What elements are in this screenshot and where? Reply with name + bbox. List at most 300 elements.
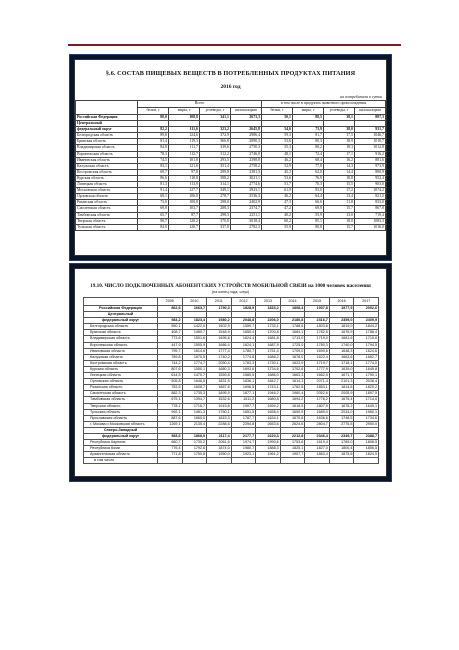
row-label: Российская Федерация	[76, 115, 138, 121]
cell-value: 1622,4	[305, 354, 330, 360]
cell-value: 2048,8	[231, 318, 256, 324]
cell-value: 1827,0	[305, 446, 330, 452]
cell-value: 372,9	[200, 133, 231, 139]
cell-value: 1907,7	[280, 452, 305, 458]
cell-value: 1937,8	[305, 306, 330, 312]
cell-value: 1980,2	[207, 318, 232, 324]
table-row	[76, 224, 386, 230]
cell-value: 1782,6	[305, 330, 330, 336]
cell-value: 1844,2	[354, 324, 379, 330]
cell-value: 69,7	[138, 169, 169, 175]
cell-value: 120,7	[169, 224, 200, 230]
cell-value: 48,1	[262, 151, 293, 157]
cell-value: 1833,2	[256, 306, 281, 312]
cell-value: 337,0	[200, 224, 231, 230]
cell-value: 2349,7	[329, 433, 354, 439]
cell-value: 112,7	[169, 151, 200, 157]
cell-value: 108,8	[169, 115, 200, 121]
year-header: 2011	[207, 298, 232, 306]
cell-value: 55,3	[262, 145, 293, 151]
cell-value: 18,8	[324, 175, 355, 181]
cell-value: 11,8	[324, 200, 355, 206]
cell-value: 862,6	[158, 306, 183, 312]
cell-value: 2900,0	[354, 421, 379, 427]
cell-value: 800,9	[355, 169, 386, 175]
column-header: белки, г	[138, 108, 169, 115]
cell-value: 1663,7	[182, 306, 207, 312]
cell-value: 84,0	[138, 224, 169, 230]
row-label: Тульская область	[76, 224, 138, 230]
cell-value: 1016,0	[355, 224, 386, 230]
row-label: Тамбовская область	[76, 212, 138, 218]
cell-value: 15,5	[324, 182, 355, 188]
cell-value: 1624,4	[231, 336, 256, 342]
cell-value: 103,7	[169, 206, 200, 212]
cell-value: 18,0	[324, 218, 355, 224]
cell-value	[256, 458, 281, 464]
cell-value: 1946,2	[256, 391, 281, 397]
cell-value: 1877,1	[231, 391, 256, 397]
year-header: 2017	[354, 298, 379, 306]
cell-value: 77,8	[293, 163, 324, 169]
cell-value: 1718,1	[329, 360, 354, 366]
cell-value: 298,3	[200, 212, 231, 218]
cell-value: 73,9	[293, 127, 324, 133]
cell-value: 2346,4	[305, 433, 330, 439]
cell-value: 833,0	[355, 200, 386, 206]
cell-value: 1580,5	[231, 373, 256, 379]
row-label: Тульская область	[84, 409, 158, 415]
cell-value: 1803,6	[305, 324, 330, 330]
cell-value: 86,6	[138, 175, 169, 181]
cell-value: 1636,6	[305, 415, 330, 421]
cell-value: 97,0	[169, 169, 200, 175]
cell-value: 82,2	[138, 127, 169, 133]
row-label: Орловская область	[76, 194, 138, 200]
row-label: Костромская область	[84, 360, 158, 366]
cell-value: 17,2	[324, 188, 355, 194]
cell-value: 3018,4	[231, 218, 262, 224]
cell-value: 1867,6	[207, 385, 232, 391]
year-header: 2012	[231, 298, 256, 306]
cell-value: 1634,1	[256, 415, 281, 421]
cell-value: 1651,5	[231, 409, 256, 415]
cell-value: 2052,6	[305, 391, 330, 397]
nutrients-table	[75, 100, 386, 231]
column-header: углеводы, г	[324, 108, 355, 115]
cell-value: 2005,9	[329, 391, 354, 397]
cell-value: 1702,6	[280, 366, 305, 372]
row-label: Архангельская область	[84, 452, 158, 458]
cell-value: 1824,5	[354, 452, 379, 458]
cell-value: 119,3	[169, 139, 200, 145]
cell-value: 771,8	[158, 452, 183, 458]
row-label: Брянская область	[84, 330, 158, 336]
cell-value: 408,7	[158, 330, 183, 336]
cell-value: 339,6	[200, 145, 231, 151]
cell-value: 881,6	[355, 157, 386, 163]
row-label: Ивановская область	[76, 157, 138, 163]
row-label: Белгородская область	[84, 324, 158, 330]
cell-value: 40,2	[262, 212, 293, 218]
row-label: Калужская область	[76, 163, 138, 169]
cell-value: 1619,4	[305, 440, 330, 446]
cell-value: 1815,3	[207, 415, 232, 421]
cell-value: 1650,4	[231, 330, 256, 336]
cell-value: 1616,5	[280, 403, 305, 409]
cell-value: 2359,0	[329, 318, 354, 324]
cell-value: 65,7	[138, 212, 169, 218]
cell-value: 2394,8	[231, 421, 256, 427]
cell-value: 1671,7	[329, 373, 354, 379]
cell-value: 1777,4	[207, 348, 232, 354]
group-header-all: Всего	[138, 101, 262, 108]
cell-value: 2374,7	[231, 206, 262, 212]
cell-value: 83,1	[138, 163, 169, 169]
cell-value: 1559,7	[231, 324, 256, 330]
row-label: Липецкая область	[76, 182, 138, 188]
column-header: жиры, г	[293, 108, 324, 115]
row-label: Центральный	[84, 312, 158, 318]
cell-value: 1083,3	[355, 218, 386, 224]
cell-value: 351,4	[200, 163, 231, 169]
cell-value: 1919,8	[207, 403, 232, 409]
cell-value: 1670,8	[280, 415, 305, 421]
cell-value: 14,3	[324, 163, 355, 169]
cell-value: 51,7	[262, 182, 293, 188]
cell-value: 2536,3	[231, 194, 262, 200]
cell-value: 80,3	[293, 139, 324, 145]
cell-value: 1762,8	[280, 385, 305, 391]
cell-value: 68,4	[293, 157, 324, 163]
cell-value: 53,6	[262, 175, 293, 181]
year-header: 2016	[329, 298, 354, 306]
row-label: федеральный округ	[84, 433, 158, 439]
cell-value: 1730,1	[256, 360, 281, 366]
cell-value: 1470,7	[182, 373, 207, 379]
cell-value: 2034,0	[329, 409, 354, 415]
group-header-animal: в том числе в продуктах животного происхождения	[262, 101, 386, 108]
cell-value: 3021,1	[231, 175, 262, 181]
cell-value: 1790,1	[354, 373, 379, 379]
cell-value: 53,6	[262, 139, 293, 145]
cell-value: 2402,9	[231, 200, 262, 206]
row-label: Владимирская область	[84, 336, 158, 342]
year-header: 2005	[158, 298, 183, 306]
cell-value: 931,7	[355, 127, 386, 133]
cell-value: 916,2	[355, 151, 386, 157]
row-label: Владимирская область	[76, 145, 138, 151]
cell-value: 1713,0	[280, 336, 305, 342]
cell-value: 2804,7	[305, 421, 330, 427]
cell-value: 46,2	[262, 194, 293, 200]
row-label: Орловская область	[84, 379, 158, 385]
cell-value: 124,6	[169, 133, 200, 139]
cell-value: 18,3	[324, 145, 355, 151]
cell-value: 66,0	[293, 200, 324, 206]
cell-value: 2746,0	[231, 151, 262, 157]
cell-value: 113,9	[169, 182, 200, 188]
cell-value: 1662,5	[305, 373, 330, 379]
cell-value: 312,2	[200, 151, 231, 157]
cell-value: 2624,6	[280, 421, 305, 427]
cell-value: 118,8	[169, 175, 200, 181]
year-header: 2015	[305, 298, 330, 306]
cell-value: 1678,2	[329, 403, 354, 409]
table-title: 19.10. ЧИСЛО ПОДКЛЮЧЕННЫХ АБОНЕНТСКИХ УСТРОЙСТВ МОБИЛЬНОЙ СВЯЗИ на 1000 человек населения	[90, 283, 371, 289]
cell-value: 1548,9	[207, 330, 232, 336]
cell-value: 783,5	[158, 385, 183, 391]
cell-value: 1980,7	[231, 446, 256, 452]
row-label: Курская область	[84, 366, 158, 372]
cell-value: 1831,5	[207, 379, 232, 385]
cell-value: 983,6	[158, 433, 183, 439]
cell-value: 1624,6	[354, 348, 379, 354]
cell-value: 1863,4	[305, 452, 330, 458]
cell-value: 719,4	[355, 212, 386, 218]
cell-value: 1422,0	[182, 324, 207, 330]
cell-value: 1836,1	[231, 379, 256, 385]
cell-value: 83,0	[293, 188, 324, 194]
cell-value: 2002,6	[354, 306, 379, 312]
cell-value: 2775,5	[329, 421, 354, 427]
cell-value: 675,1	[158, 397, 183, 403]
cell-value	[182, 458, 207, 464]
cell-value: 293,5	[200, 157, 231, 163]
cell-value: 17,5	[324, 133, 355, 139]
cell-value: 1532,6	[207, 397, 232, 403]
row-label: федеральный округ	[84, 318, 158, 324]
cell-value: 1505,9	[182, 342, 207, 348]
cell-value: 1774,7	[182, 360, 207, 366]
cell-value: 773,6	[158, 336, 183, 342]
cell-value: 38,1	[324, 115, 355, 121]
cell-value: 1753,6	[280, 440, 305, 446]
cell-value: 2758,2	[231, 163, 262, 169]
cell-value: 80,0	[138, 115, 169, 121]
cell-value: 76,9	[293, 175, 324, 181]
cell-value: 1614,3	[280, 379, 305, 385]
cell-value: 1808,4	[280, 306, 305, 312]
cell-value: 2038,4	[354, 379, 379, 385]
cell-value: 1751,4	[256, 348, 281, 354]
cell-value: 70,3	[293, 182, 324, 188]
row-label: Рязанская область	[84, 385, 158, 391]
cell-value: 1853,1	[305, 385, 330, 391]
cell-value: 46,2	[262, 157, 293, 163]
row-label: Северо-Западный	[84, 427, 158, 433]
cell-value: 69,1	[138, 194, 169, 200]
cell-value: 47,3	[262, 200, 293, 206]
cell-value: 1743,1	[256, 385, 281, 391]
cell-value: 1794,5	[354, 342, 379, 348]
row-header-blank	[84, 298, 158, 306]
cell-value: 807,6	[158, 366, 183, 372]
cell-value: 447,9	[158, 342, 183, 348]
year-header: 2014	[280, 298, 305, 306]
cell-value: 778,1	[158, 403, 183, 409]
cell-value: 2071,4	[305, 379, 330, 385]
cell-value: 1611,2	[231, 397, 256, 403]
cell-value: 1680,8	[256, 397, 281, 403]
cell-value: 106,0	[169, 194, 200, 200]
cell-value: 1649,8	[354, 366, 379, 372]
cell-value: 2750,3	[231, 145, 262, 151]
cell-value: 1783,3	[231, 360, 256, 366]
cell-value: 111,6	[169, 127, 200, 133]
cell-value: 50,1	[262, 115, 293, 121]
cell-value: 1740,0	[329, 342, 354, 348]
cell-value	[354, 458, 379, 464]
cell-value: 78,3	[138, 151, 169, 157]
cell-value: 821,5	[355, 194, 386, 200]
cell-value: 1923,1	[231, 452, 256, 458]
cell-value: 80,2	[293, 145, 324, 151]
row-header-blank	[76, 101, 138, 115]
cell-value: 1825,1	[280, 446, 305, 452]
cell-value: 952,4	[355, 175, 386, 181]
cell-value: 81,3	[138, 182, 169, 188]
cell-value: 52,9	[262, 163, 293, 169]
cell-value: 1480,7	[182, 330, 207, 336]
document-page-food-nutrients	[74, 59, 387, 256]
cell-value: 74,5	[138, 157, 169, 163]
cell-value: 2890,3	[231, 139, 262, 145]
cell-value: 1501,6	[182, 336, 207, 342]
cell-value: 1748,5	[329, 415, 354, 421]
column-header: углеводы, г	[200, 108, 231, 115]
cell-value: 13,0	[324, 212, 355, 218]
cell-value: 278,7	[200, 194, 231, 200]
cell-value: 1684,1	[280, 330, 305, 336]
cell-value: 73,0	[138, 200, 169, 206]
cell-value: 16,2	[324, 157, 355, 163]
cell-value: 887,6	[158, 415, 183, 421]
cell-value: 15,7	[324, 224, 355, 230]
cell-value: 1780,3	[305, 342, 330, 348]
cell-value: 1950,0	[207, 452, 232, 458]
row-label: Воронежская область	[84, 342, 158, 348]
cell-value: 1714,0	[354, 397, 379, 403]
cell-value: 2061,6	[207, 440, 232, 446]
cell-value: 2206,0	[256, 318, 281, 324]
cell-value: 1961,2	[256, 452, 281, 458]
cell-value: 87,7	[169, 212, 200, 218]
cell-value: 88,5	[293, 115, 324, 121]
cell-value: 2220,3	[256, 433, 281, 439]
cell-value: 1010,7	[355, 139, 386, 145]
cell-value: 81,4	[138, 139, 169, 145]
cell-value: 973,9	[355, 163, 386, 169]
cell-value: 84,8	[138, 145, 169, 151]
column-header: килокалории	[231, 108, 262, 115]
table-year: 2016 год	[220, 84, 241, 90]
cell-value: 18,9	[324, 139, 355, 145]
cell-value: 2409,9	[354, 318, 379, 324]
cell-value: 1787,7	[231, 415, 256, 421]
cell-value: 1776,2	[305, 397, 330, 403]
cell-value: 1074,2	[355, 188, 386, 194]
cell-value: 2212,8	[280, 433, 305, 439]
cell-value: 2645,8	[231, 127, 262, 133]
cell-value: 1646,5	[182, 379, 207, 385]
document-page-mobile-devices	[74, 268, 387, 477]
cell-value: 1624,1	[231, 342, 256, 348]
cell-value: 80,8	[293, 224, 324, 230]
table-unit-note: на потребителя в сутки	[340, 94, 382, 99]
row-label: Республика Карелия	[84, 440, 158, 446]
cell-value: 81,7	[293, 133, 324, 139]
cell-value: 505,8	[158, 379, 183, 385]
cell-value: 341,1	[200, 115, 231, 121]
cell-value: 1269,1	[158, 421, 183, 427]
row-label: Московская область	[76, 188, 138, 194]
row-label: Калужская область	[84, 354, 158, 360]
cell-value	[231, 458, 256, 464]
header-rule	[68, 44, 401, 46]
cell-value: 1874,0	[207, 446, 232, 452]
cell-value: 1800,4	[329, 446, 354, 452]
cell-value: 1719,0	[305, 336, 330, 342]
cell-value: 2117,4	[207, 433, 232, 439]
cell-value: 55,9	[293, 212, 324, 218]
cell-value: 1623,9	[280, 360, 305, 366]
cell-value: 1750,8	[182, 452, 207, 458]
cell-value: 54,6	[262, 127, 293, 133]
cell-value	[305, 458, 330, 464]
row-label: Брянская область	[76, 139, 138, 145]
cell-value: 366,8	[200, 139, 231, 145]
cell-value: 867,8	[355, 206, 386, 212]
cell-value: 121,6	[169, 163, 200, 169]
cell-value: 1678,0	[280, 354, 305, 360]
cell-value: 1990,6	[256, 440, 281, 446]
cell-value: 100,8	[169, 200, 200, 206]
cell-value: 1663,3	[280, 373, 305, 379]
cell-value: 1690,6	[305, 348, 330, 354]
cell-value: 47,2	[262, 206, 293, 212]
cell-value: 614,5	[158, 373, 183, 379]
cell-value: 1686,0	[256, 373, 281, 379]
cell-value: 1649,1	[354, 403, 379, 409]
table-row	[84, 458, 379, 464]
cell-value: 1608,7	[182, 385, 207, 391]
cell-value: 983,2	[158, 318, 183, 324]
cell-value: 2653,6	[256, 421, 281, 427]
cell-value: 64,4	[293, 194, 324, 200]
column-header: белки, г	[262, 108, 293, 115]
cell-value: 789,8	[158, 354, 183, 360]
row-label: Российская Федерация	[84, 306, 158, 312]
cell-value: 55,9	[262, 224, 293, 230]
cell-value: 2782,3	[231, 224, 262, 230]
cell-value: 1735,3	[182, 391, 207, 397]
row-label: в том числе	[84, 458, 158, 464]
year-header: 2013	[256, 298, 281, 306]
cell-value: 69,8	[138, 206, 169, 212]
cell-value: 1046,7	[355, 133, 386, 139]
cell-value: 1774,0	[354, 360, 379, 366]
cell-value: 1012,8	[355, 145, 386, 151]
cell-value: 62,0	[293, 169, 324, 175]
cell-value: 1686,4	[207, 342, 232, 348]
cell-value: 1650,9	[280, 409, 305, 415]
cell-value: 2923,1	[231, 188, 262, 194]
cell-value: 1875,6	[329, 452, 354, 458]
cell-value: 2251,1	[231, 212, 262, 218]
cell-value: 1788,4	[354, 330, 379, 336]
cell-value: 1856,5	[354, 446, 379, 452]
